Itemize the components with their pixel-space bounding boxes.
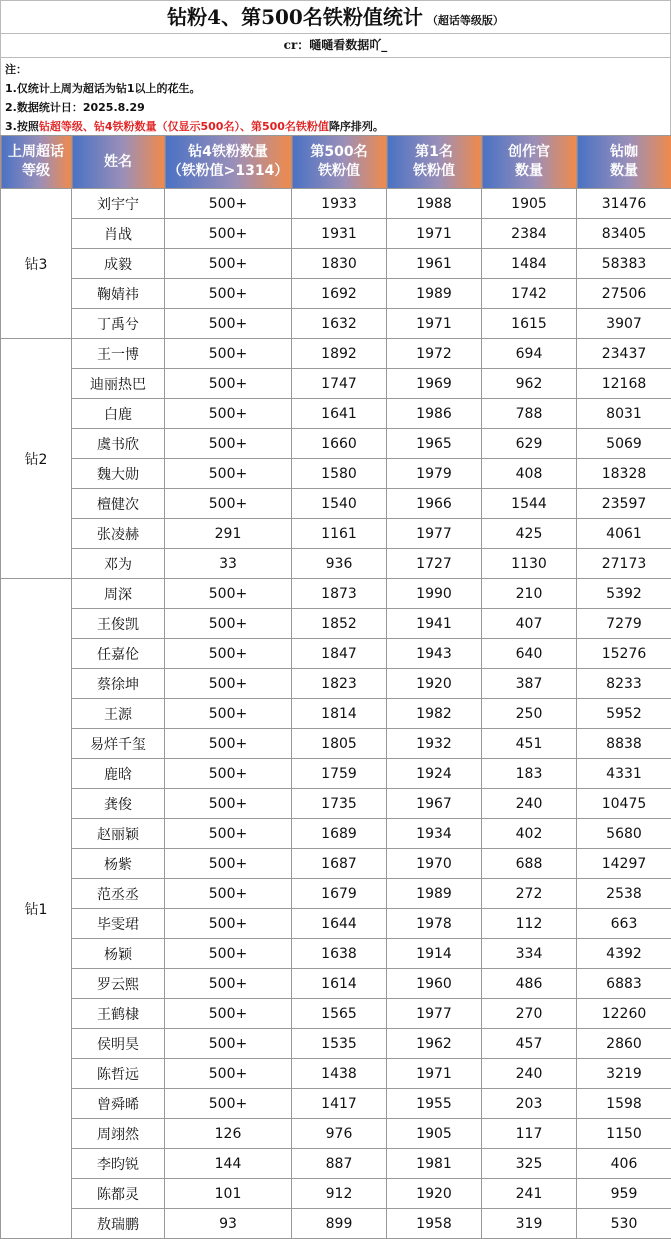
value-cell: 1540 [292, 489, 387, 519]
name-cell: 龚俊 [72, 789, 165, 819]
value-cell: 1941 [387, 609, 482, 639]
column-header-line: （铁粉值>1314） [167, 163, 289, 179]
value-cell: 1990 [387, 579, 482, 609]
value-cell: 1932 [387, 729, 482, 759]
value-cell: 500+ [165, 309, 292, 339]
name-cell: 蔡徐坤 [72, 669, 165, 699]
value-cell: 1830 [292, 249, 387, 279]
value-cell: 3219 [577, 1059, 671, 1089]
value-cell: 1823 [292, 669, 387, 699]
name-cell: 张凌赫 [72, 519, 165, 549]
value-cell: 912 [292, 1179, 387, 1209]
value-cell: 1687 [292, 849, 387, 879]
value-cell: 500+ [165, 249, 292, 279]
value-cell: 500+ [165, 579, 292, 609]
name-cell: 刘宇宁 [72, 189, 165, 219]
value-cell: 500+ [165, 969, 292, 999]
value-cell: 325 [482, 1149, 577, 1179]
value-cell: 1805 [292, 729, 387, 759]
table-row [1, 1119, 671, 1149]
value-cell: 14297 [577, 849, 671, 879]
table-row [1, 309, 671, 339]
value-cell: 1920 [387, 1179, 482, 1209]
value-cell: 1960 [387, 969, 482, 999]
table-row [1, 219, 671, 249]
value-cell: 1535 [292, 1029, 387, 1059]
name-cell: 范丞丞 [72, 879, 165, 909]
value-cell: 1970 [387, 849, 482, 879]
table-row [1, 909, 671, 939]
value-cell: 1905 [387, 1119, 482, 1149]
value-cell: 962 [482, 369, 577, 399]
value-cell: 1679 [292, 879, 387, 909]
name-cell: 杨紫 [72, 849, 165, 879]
value-cell: 500+ [165, 939, 292, 969]
value-cell: 1961 [387, 249, 482, 279]
column-header [165, 136, 292, 189]
table-row [1, 699, 671, 729]
value-cell: 500+ [165, 639, 292, 669]
value-cell: 640 [482, 639, 577, 669]
value-cell: 500+ [165, 879, 292, 909]
table-row [1, 369, 671, 399]
value-cell: 1988 [387, 189, 482, 219]
value-cell: 959 [577, 1179, 671, 1209]
value-cell: 457 [482, 1029, 577, 1059]
value-cell: 1920 [387, 669, 482, 699]
name-cell: 迪丽热巴 [72, 369, 165, 399]
value-cell: 319 [482, 1209, 577, 1239]
value-cell: 93 [165, 1209, 292, 1239]
value-cell: 83405 [577, 219, 671, 249]
value-cell: 250 [482, 699, 577, 729]
value-cell: 500+ [165, 1029, 292, 1059]
value-cell: 1971 [387, 219, 482, 249]
name-cell: 虞书欣 [72, 429, 165, 459]
title-subtitle: （超话等级版） [426, 14, 504, 27]
value-cell: 7279 [577, 609, 671, 639]
value-cell: 31476 [577, 189, 671, 219]
value-cell: 1958 [387, 1209, 482, 1239]
note-3-suffix: 降序排列。 [328, 120, 384, 133]
value-cell: 1747 [292, 369, 387, 399]
value-cell: 1924 [387, 759, 482, 789]
page-title [0, 0, 671, 34]
value-cell: 500+ [165, 699, 292, 729]
value-cell: 976 [292, 1119, 387, 1149]
value-cell: 936 [292, 549, 387, 579]
table-row [1, 1179, 671, 1209]
name-cell: 鹿晗 [72, 759, 165, 789]
column-header [387, 136, 482, 189]
value-cell: 500+ [165, 399, 292, 429]
column-header-line: 第500名 [310, 144, 368, 160]
value-cell: 1644 [292, 909, 387, 939]
name-cell: 王俊凯 [72, 609, 165, 639]
value-cell: 1933 [292, 189, 387, 219]
column-header-line: 数量 [610, 163, 638, 179]
value-cell: 1943 [387, 639, 482, 669]
name-cell: 敖瑞鹏 [72, 1209, 165, 1239]
value-cell: 203 [482, 1089, 577, 1119]
value-cell: 334 [482, 939, 577, 969]
value-cell: 500+ [165, 609, 292, 639]
value-cell: 500+ [165, 459, 292, 489]
value-cell: 1417 [292, 1089, 387, 1119]
value-cell: 10475 [577, 789, 671, 819]
value-cell: 688 [482, 849, 577, 879]
value-cell: 5680 [577, 819, 671, 849]
value-cell: 406 [577, 1149, 671, 1179]
value-cell: 210 [482, 579, 577, 609]
value-cell: 1641 [292, 399, 387, 429]
value-cell: 1905 [482, 189, 577, 219]
table-body [1, 189, 671, 1239]
value-cell: 8838 [577, 729, 671, 759]
value-cell: 1847 [292, 639, 387, 669]
value-cell: 408 [482, 459, 577, 489]
name-cell: 陈都灵 [72, 1179, 165, 1209]
value-cell: 1955 [387, 1089, 482, 1119]
table-row [1, 489, 671, 519]
column-header-line: 创作官 [508, 144, 550, 160]
name-cell: 曾舜晞 [72, 1089, 165, 1119]
table-row [1, 579, 671, 609]
table-row [1, 1089, 671, 1119]
name-cell: 罗云熙 [72, 969, 165, 999]
value-cell: 500+ [165, 189, 292, 219]
value-cell: 58383 [577, 249, 671, 279]
value-cell: 500+ [165, 909, 292, 939]
name-cell: 李昀锐 [72, 1149, 165, 1179]
name-cell: 檀健次 [72, 489, 165, 519]
value-cell: 1965 [387, 429, 482, 459]
value-cell: 629 [482, 429, 577, 459]
value-cell: 500+ [165, 789, 292, 819]
column-header-line: 姓名 [104, 153, 132, 170]
name-cell: 鞠婧祎 [72, 279, 165, 309]
value-cell: 1892 [292, 339, 387, 369]
name-cell: 侯明昊 [72, 1029, 165, 1059]
column-header-line: 钻咖 [610, 144, 638, 160]
value-cell: 33 [165, 549, 292, 579]
column-header [482, 136, 577, 189]
value-cell: 144 [165, 1149, 292, 1179]
name-cell: 王源 [72, 699, 165, 729]
value-cell: 500+ [165, 219, 292, 249]
table-row [1, 849, 671, 879]
value-cell: 1742 [482, 279, 577, 309]
name-cell: 魏大勋 [72, 459, 165, 489]
name-cell: 丁禹兮 [72, 309, 165, 339]
value-cell: 500+ [165, 759, 292, 789]
column-header-line: 铁粉值 [318, 163, 360, 179]
column-header-line: 钻4铁粉数量 [188, 144, 268, 160]
value-cell: 1759 [292, 759, 387, 789]
table-row [1, 459, 671, 489]
value-cell: 1150 [577, 1119, 671, 1149]
name-cell: 周翊然 [72, 1119, 165, 1149]
value-cell: 1981 [387, 1149, 482, 1179]
value-cell: 3907 [577, 309, 671, 339]
table-row [1, 939, 671, 969]
value-cell: 1638 [292, 939, 387, 969]
table-row [1, 639, 671, 669]
value-cell: 1544 [482, 489, 577, 519]
value-cell: 270 [482, 999, 577, 1029]
value-cell: 23597 [577, 489, 671, 519]
value-cell: 27506 [577, 279, 671, 309]
title-text: 钻粉4、第500名铁粉值统计 [167, 5, 423, 29]
table-row [1, 399, 671, 429]
column-header-line: 第1名 [415, 144, 453, 160]
value-cell: 23437 [577, 339, 671, 369]
value-cell: 500+ [165, 729, 292, 759]
column-header-line: 数量 [515, 163, 543, 179]
table-row [1, 969, 671, 999]
value-cell: 291 [165, 519, 292, 549]
table-row [1, 279, 671, 309]
value-cell: 500+ [165, 849, 292, 879]
value-cell: 1814 [292, 699, 387, 729]
table-row [1, 1059, 671, 1089]
column-header [1, 136, 72, 189]
value-cell: 1977 [387, 519, 482, 549]
value-cell: 1130 [482, 549, 577, 579]
value-cell: 451 [482, 729, 577, 759]
value-cell: 788 [482, 399, 577, 429]
table-header-row [1, 136, 671, 189]
value-cell: 1934 [387, 819, 482, 849]
value-cell: 500+ [165, 489, 292, 519]
level-cell: 钻1 [1, 579, 72, 1239]
table-row [1, 819, 671, 849]
table-row [1, 1209, 671, 1239]
value-cell: 5392 [577, 579, 671, 609]
value-cell: 5952 [577, 699, 671, 729]
value-cell: 500+ [165, 369, 292, 399]
value-cell: 1692 [292, 279, 387, 309]
table-row [1, 1029, 671, 1059]
value-cell: 2538 [577, 879, 671, 909]
value-cell: 500+ [165, 279, 292, 309]
value-cell: 1972 [387, 339, 482, 369]
level-cell: 钻2 [1, 339, 72, 579]
note-2: 2.数据统计日：2025.8.29 [5, 101, 145, 114]
note-3-highlight: 钻超等级、钻4铁粉数量（仅显示500名）、第500名铁粉值 [38, 120, 329, 133]
value-cell: 1986 [387, 399, 482, 429]
value-cell: 500+ [165, 339, 292, 369]
value-cell: 27173 [577, 549, 671, 579]
value-cell: 12168 [577, 369, 671, 399]
column-header [292, 136, 387, 189]
value-cell: 1966 [387, 489, 482, 519]
table-row [1, 669, 671, 699]
column-header [577, 136, 671, 189]
value-cell: 4061 [577, 519, 671, 549]
table-row [1, 609, 671, 639]
column-header [72, 136, 165, 189]
value-cell: 4331 [577, 759, 671, 789]
table-row [1, 759, 671, 789]
value-cell: 1660 [292, 429, 387, 459]
value-cell: 500+ [165, 1059, 292, 1089]
value-cell: 1873 [292, 579, 387, 609]
value-cell: 663 [577, 909, 671, 939]
value-cell: 500+ [165, 999, 292, 1029]
value-cell: 1580 [292, 459, 387, 489]
column-header-line: 等级 [22, 163, 50, 179]
name-cell: 任嘉伦 [72, 639, 165, 669]
value-cell: 240 [482, 789, 577, 819]
name-cell: 邓为 [72, 549, 165, 579]
value-cell: 486 [482, 969, 577, 999]
value-cell: 887 [292, 1149, 387, 1179]
value-cell: 425 [482, 519, 577, 549]
value-cell: 241 [482, 1179, 577, 1209]
value-cell: 694 [482, 339, 577, 369]
table-row [1, 549, 671, 579]
stats-table [0, 135, 671, 1239]
value-cell: 1971 [387, 1059, 482, 1089]
value-cell: 1989 [387, 279, 482, 309]
value-cell: 1565 [292, 999, 387, 1029]
level-cell: 钻3 [1, 189, 72, 339]
value-cell: 1978 [387, 909, 482, 939]
value-cell: 387 [482, 669, 577, 699]
value-cell: 12260 [577, 999, 671, 1029]
value-cell: 1727 [387, 549, 482, 579]
value-cell: 101 [165, 1179, 292, 1209]
name-cell: 陈哲远 [72, 1059, 165, 1089]
value-cell: 240 [482, 1059, 577, 1089]
value-cell: 112 [482, 909, 577, 939]
value-cell: 1962 [387, 1029, 482, 1059]
value-cell: 500+ [165, 429, 292, 459]
value-cell: 1735 [292, 789, 387, 819]
value-cell: 402 [482, 819, 577, 849]
table-row [1, 189, 671, 219]
value-cell: 1969 [387, 369, 482, 399]
value-cell: 1598 [577, 1089, 671, 1119]
table-row [1, 879, 671, 909]
value-cell: 272 [482, 879, 577, 909]
value-cell: 1615 [482, 309, 577, 339]
value-cell: 2860 [577, 1029, 671, 1059]
name-cell: 王一博 [72, 339, 165, 369]
value-cell: 2384 [482, 219, 577, 249]
value-cell: 183 [482, 759, 577, 789]
value-cell: 1484 [482, 249, 577, 279]
column-header-line: 铁粉值 [413, 163, 455, 179]
value-cell: 1967 [387, 789, 482, 819]
value-cell: 117 [482, 1119, 577, 1149]
credit-line: cr：嗵嗵看数据吖_ [0, 34, 671, 58]
name-cell: 赵丽颖 [72, 819, 165, 849]
value-cell: 407 [482, 609, 577, 639]
value-cell: 1971 [387, 309, 482, 339]
value-cell: 500+ [165, 669, 292, 699]
value-cell: 899 [292, 1209, 387, 1239]
note-1: 1.仅统计上周为超话为钻1以上的花生。 [5, 82, 201, 95]
name-cell: 易烊千玺 [72, 729, 165, 759]
column-header-line: 上周超话 [8, 144, 64, 160]
value-cell: 1982 [387, 699, 482, 729]
value-cell: 1438 [292, 1059, 387, 1089]
value-cell: 1614 [292, 969, 387, 999]
value-cell: 1632 [292, 309, 387, 339]
name-cell: 杨颖 [72, 939, 165, 969]
table-row [1, 789, 671, 819]
name-cell: 周深 [72, 579, 165, 609]
name-cell: 王鹤棣 [72, 999, 165, 1029]
table-row [1, 1149, 671, 1179]
value-cell: 1977 [387, 999, 482, 1029]
notes-section [0, 58, 671, 135]
value-cell: 15276 [577, 639, 671, 669]
value-cell: 1161 [292, 519, 387, 549]
table-row [1, 729, 671, 759]
note-3-prefix: 3.按照 [5, 120, 39, 133]
name-cell: 白鹿 [72, 399, 165, 429]
value-cell: 1852 [292, 609, 387, 639]
name-cell: 毕雯珺 [72, 909, 165, 939]
value-cell: 530 [577, 1209, 671, 1239]
value-cell: 500+ [165, 1089, 292, 1119]
value-cell: 4392 [577, 939, 671, 969]
value-cell: 1931 [292, 219, 387, 249]
notes-label: 注： [5, 63, 27, 76]
value-cell: 1989 [387, 879, 482, 909]
table-row [1, 519, 671, 549]
table-row [1, 429, 671, 459]
value-cell: 8233 [577, 669, 671, 699]
value-cell: 5069 [577, 429, 671, 459]
value-cell: 6883 [577, 969, 671, 999]
name-cell: 成毅 [72, 249, 165, 279]
value-cell: 8031 [577, 399, 671, 429]
value-cell: 1979 [387, 459, 482, 489]
table-row [1, 999, 671, 1029]
value-cell: 1914 [387, 939, 482, 969]
note-3 [5, 117, 666, 136]
value-cell: 126 [165, 1119, 292, 1149]
value-cell: 500+ [165, 819, 292, 849]
name-cell: 肖战 [72, 219, 165, 249]
table-row [1, 249, 671, 279]
value-cell: 1689 [292, 819, 387, 849]
table-row [1, 339, 671, 369]
value-cell: 18328 [577, 459, 671, 489]
